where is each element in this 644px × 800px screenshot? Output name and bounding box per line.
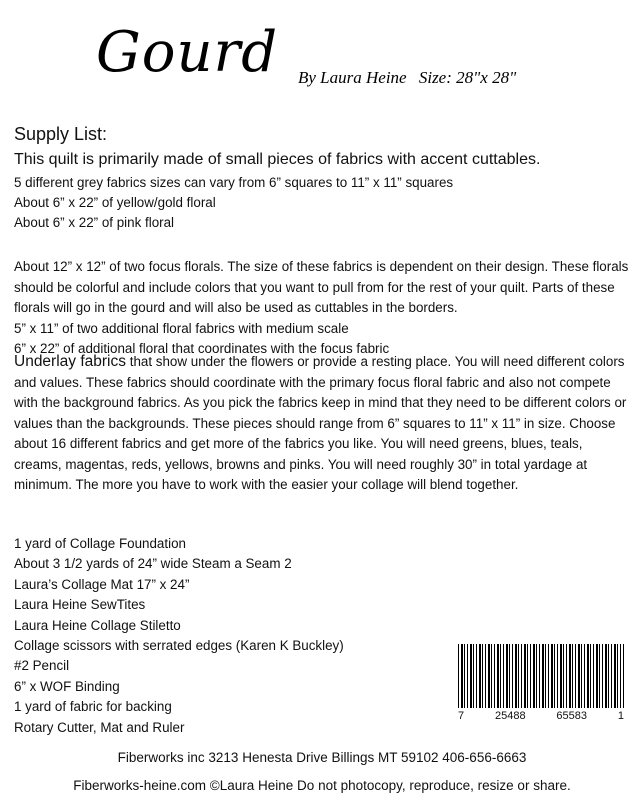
fabric-list xyxy=(14,173,630,233)
barcode-bars xyxy=(458,644,624,708)
supply-item: Collage scissors with serrated edges (Karen K Buckley) xyxy=(14,638,344,654)
supply-item: Laura’s Collage Mat 17” x 24” xyxy=(14,576,190,592)
pattern-title: Gourd xyxy=(96,20,279,85)
supply-item: #2 Pencil xyxy=(14,658,70,674)
underlay-text: that show under the flowers or provide a resting place. You will need different colors and values. These fabrics should coordinate with the primary focus floral fabric and also not compete with the background fabrics. As you pick the fabrics keep in mind that they need to be different colors or values than the backgrounds. These pieces should range from 6” squares to 11” x 11” in size. Choose about 16 different fabrics and get more of the fabrics you like. You will need greens, blues, teals, creams, magentas, reds, yellows, browns and pinks. You will need roughly 30” in total yardage at minimum. The more you have to work with the easier your collage will blend together. xyxy=(14,354,627,492)
barcode-digit: 65583 xyxy=(556,710,587,722)
barcode xyxy=(458,644,624,722)
author-name: By Laura Heine xyxy=(298,68,407,87)
underlay-lead: Underlay fabrics xyxy=(14,353,126,370)
supply-item: About 3 1/2 yards of 24” wide Steam a Seam 2 xyxy=(14,556,292,572)
quilt-size: Size: 28"x 28" xyxy=(418,68,517,87)
supply-item: Rotary Cutter, Mat and Ruler xyxy=(14,719,185,735)
footer-copyright: Fiberworks-heine.com ©Laura Heine Do not photocopy, reproduce, resize or share. xyxy=(73,778,571,793)
supply-item: 1 yard of Collage Foundation xyxy=(14,536,186,551)
fabric-line: About 6” x 22” of yellow/gold floral xyxy=(14,195,216,210)
fabric-line: 5 different grey fabrics sizes can vary from 6” squares to 11” x 11” squares xyxy=(14,175,454,190)
fabric-line: 5” x 11” of two additional floral fabrics with medium scale xyxy=(14,320,349,336)
focus-florals-text: About 12” x 12” of two focus florals. The size of these fabrics is dependent on their design. These florals should be colorful and include colors that you want to pull from for the rest of your quilt. Parts of these florals will go in the gourd and will also be used as cuttables in the borders. xyxy=(14,259,629,315)
focus-florals-paragraph xyxy=(14,257,632,360)
fabric-line: About 6” x 22” of pink floral xyxy=(14,215,175,230)
supply-item: Laura Heine SewTites xyxy=(14,597,146,613)
footer-address: Fiberworks inc 3213 Henesta Drive Billings MT 59102 406-656-6663 xyxy=(117,750,527,765)
supplies-list xyxy=(14,534,344,738)
barcode-number xyxy=(458,710,624,722)
byline xyxy=(298,68,524,88)
barcode-digit: 7 xyxy=(458,710,465,722)
fabric-line: 6” x 22” of additional floral that coordinates with the focus fabric xyxy=(14,341,390,356)
barcode-digit: 1 xyxy=(617,710,624,722)
barcode-digit: 25488 xyxy=(494,710,526,722)
underlay-paragraph xyxy=(14,352,632,496)
supply-list-heading: Supply List: xyxy=(14,124,108,144)
supply-item: 6” x WOF Binding xyxy=(14,678,120,694)
supply-item: Laura Heine Collage Stiletto xyxy=(14,617,181,633)
intro-text: This quilt is primarily made of small pieces of fabrics with accent cuttables. xyxy=(14,151,541,168)
supply-item: 1 yard of fabric for backing xyxy=(14,699,172,715)
